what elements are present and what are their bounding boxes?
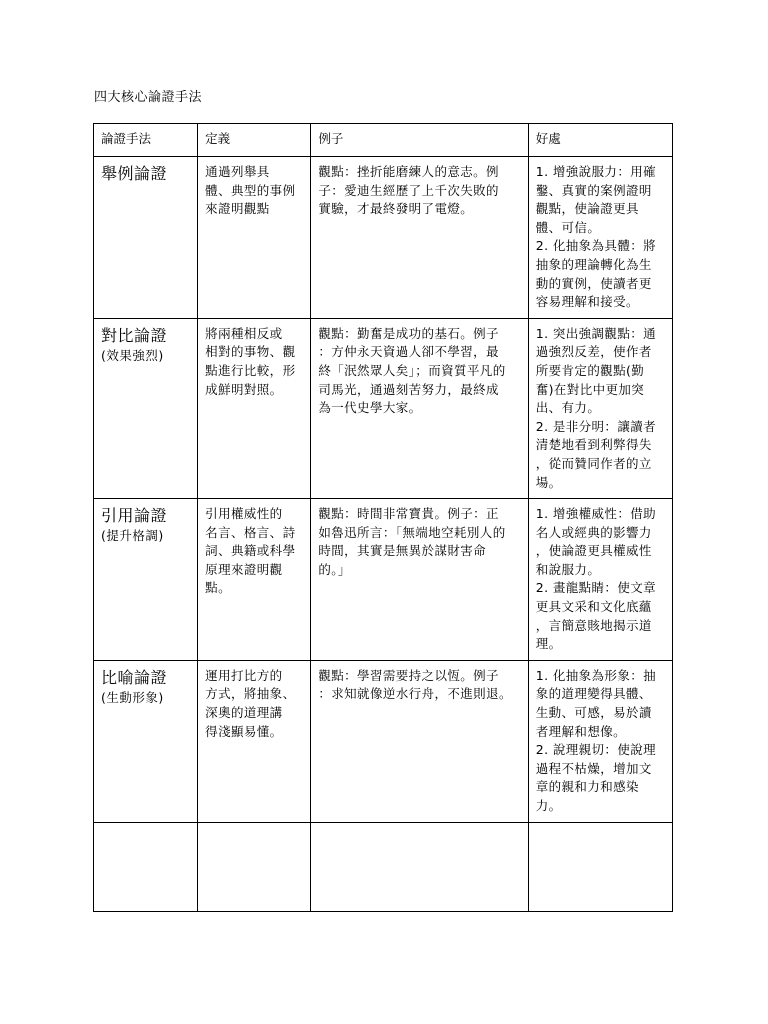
- benefit-text: 1. 突出強調觀點：通 過強烈反差，使作者 所要肯定的觀點(勤 奮)在對比中更加突 出、有力。 2. 是非分明：讓讀者 清楚地看到利弊得失 ，從而贊同作者的立 場。: [535, 325, 657, 490]
- benefit-cell: [528, 499, 672, 661]
- benefit-cell: [528, 318, 672, 498]
- empty-cell: [311, 822, 528, 911]
- example-cell: [311, 157, 528, 319]
- definition-text: 通過列舉具 體、典型的事例 來證明觀點: [205, 164, 296, 217]
- method-cell: [94, 157, 198, 319]
- example-text: 觀點：時間非常寶貴。例子：正 如魯迅所言：「無端地空耗別人的 時間，其實是無異於謀財害命 的。」: [318, 506, 506, 577]
- example-text: 觀點：學習需要持之以恆。例子 ：求知就像逆水行舟，不進則退。: [318, 667, 512, 702]
- method-name: 引用論證: [101, 506, 168, 526]
- definition-cell: [198, 499, 311, 661]
- document-title: 四大核心論證手法: [94, 90, 203, 105]
- definition-cell: [198, 318, 311, 498]
- definition-text: 將兩種相反或 相對的事物、觀 點進行比較，形 成鮮明對照。: [205, 325, 296, 397]
- method-note: (生動形象): [101, 689, 164, 705]
- method-name: 對比論證: [101, 325, 168, 345]
- empty-cell: [528, 822, 672, 911]
- table-header-row: [94, 124, 673, 157]
- header-method: 論證手法: [94, 124, 198, 157]
- benefit-text: 1. 增強說服力：用確 鑿、真實的案例證明 觀點，使論證更具 體、可信。 2. 化抽象為具體：將 抽象的理論轉化為生 動的實例，使讀者更 容易理解和接受。: [535, 164, 657, 310]
- header-benefit: 好處: [528, 124, 672, 157]
- benefit-text: 1. 化抽象為形象：抽 象的道理變得具體、 生動、可感，易於讀 者理解和想像。 2. 說理親切：使說理 過程不枯燥，增加文 章的親和力和感染 力。: [535, 667, 657, 813]
- method-name: 舉例論證: [101, 164, 168, 183]
- definition-cell: [198, 660, 311, 822]
- method-cell: [94, 660, 198, 822]
- empty-table-row: [94, 822, 673, 911]
- example-cell: [311, 499, 528, 661]
- benefit-text: 1. 增強權威性：借助 名人或經典的影響力 ，使論證更具權威性 和說服力。 2. 畫龍點睛：使文章 更具文采和文化底蘊 ，言簡意賅地揭示道 理。: [535, 506, 657, 652]
- method-cell: [94, 499, 198, 661]
- header-example: 例子: [311, 124, 528, 157]
- header-definition: 定義: [198, 124, 311, 157]
- method-cell: [94, 318, 198, 498]
- table-row: [94, 318, 673, 498]
- table-row: [94, 660, 673, 822]
- method-name: 比喻論證: [101, 667, 168, 687]
- method-note: (效果強烈): [101, 347, 164, 363]
- method-note: (提升格調): [101, 528, 164, 544]
- table-row: [94, 499, 673, 661]
- example-text: 觀點：挫折能磨練人的意志。例 子：愛迪生經歷了上千次失敗的 實驗，才最終發明了電燈。: [318, 164, 499, 217]
- benefit-cell: [528, 660, 672, 822]
- benefit-cell: [528, 157, 672, 319]
- table-row: [94, 157, 673, 319]
- definition-text: 引用權威性的 名言、格言、詩 詞、典籍或科學 原理來證明觀 點。: [205, 506, 296, 596]
- example-text: 觀點：勤奮是成功的基石。例子 ：方仲永天資過人卻不學習，最 終「泯然眾人矣」；而資質平凡的 司馬光，通過刻苦努力，最終成 為一代史學大家。: [318, 325, 506, 416]
- example-cell: [311, 318, 528, 498]
- definition-text: 運用打比方的 方式，將抽象、 深奧的道理講 得淺顯易懂。: [205, 667, 296, 739]
- definition-cell: [198, 157, 311, 319]
- example-cell: [311, 660, 528, 822]
- argument-methods-table: [93, 123, 673, 912]
- empty-cell: [198, 822, 311, 911]
- empty-cell: [94, 822, 198, 911]
